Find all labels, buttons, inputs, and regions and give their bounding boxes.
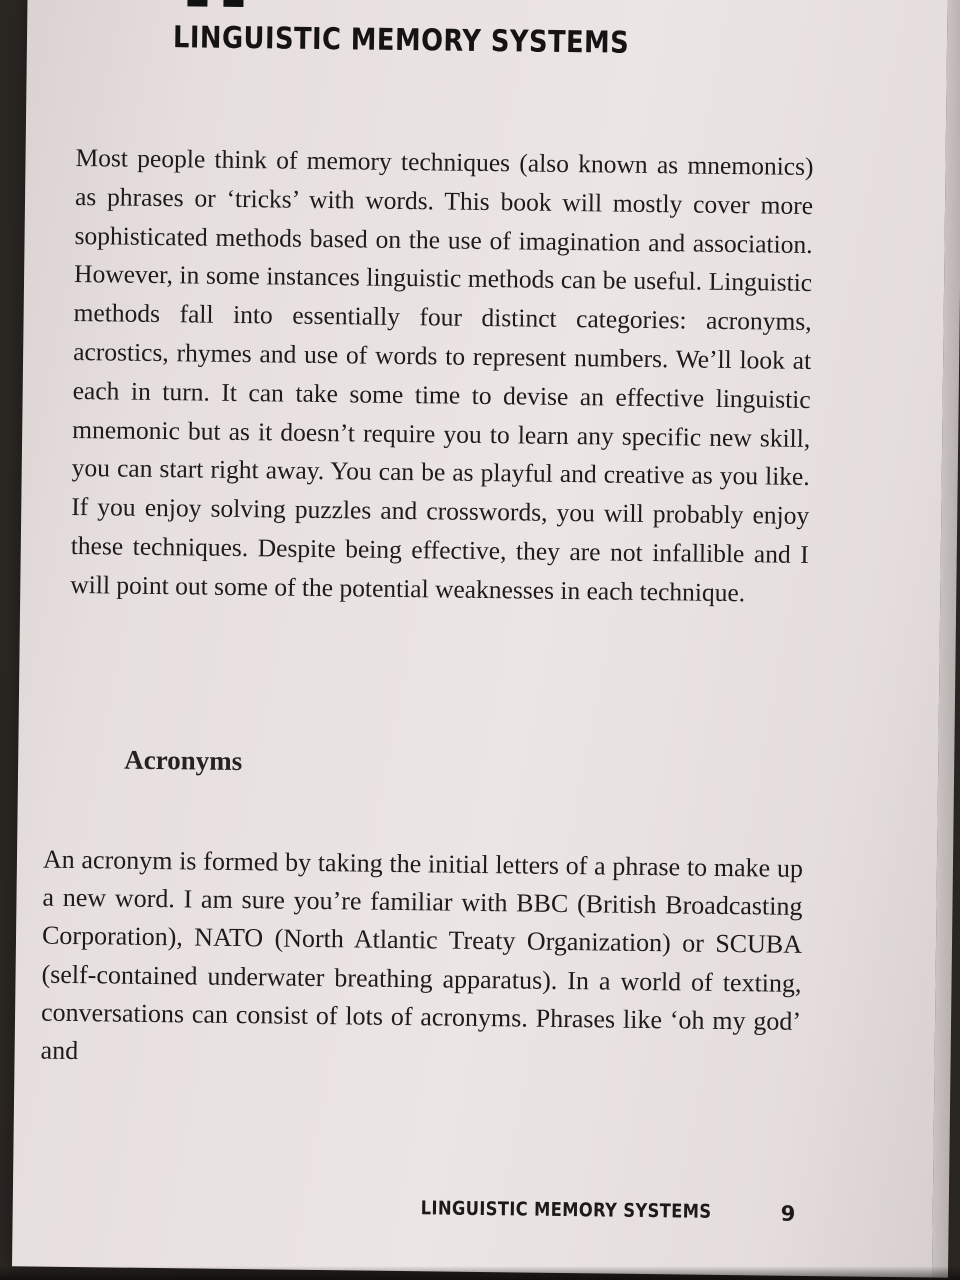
section-heading-acronyms: Acronyms — [124, 744, 243, 777]
page-number: 9 — [780, 1201, 796, 1226]
bottom-shadow — [0, 1266, 960, 1280]
page-edge — [932, 0, 960, 1278]
intro-paragraph: Most people think of memory techniques (also known as mnemonics) as phrases or ‘tricks’ with words. This book will mostly cover more sophisticated methods based on the use of imagination and association. However, in some instances linguistic methods can be useful. Linguistic methods fall into essentially four distinct categories: acronyms, acrostics, rhymes and use of words to represent numbers. We’ll look at each in turn. It can take some time to devise an effective linguistic mnemonic but as it doesn’t require you to learn any specific new skill, you can start right away. You can be as playful and creative as you like. If you enjoy solving puzzles and crosswords, you will probably enjoy these techniques. Despite being effective, they are not infallible and I will point out some of the potential weaknesses in each technique. — [70, 142, 814, 607]
book-page — [12, 0, 948, 1278]
chapter-number-fragment — [223, 0, 243, 7]
chapter-number-fragment — [187, 0, 207, 7]
acronyms-paragraph: An acronym is formed by taking the initial letters of a phrase to make up a new word. I am sure you’re familiar with BBC (British Broadcasting Corporation), NATO (North Atlantic Treaty Organization) or SCUBA (self-contained underwater breathing apparatus). In a world of texting, conversations can consist of lots of acronyms. Phrases like ‘oh my god’ and — [40, 844, 804, 1066]
running-footer-title: LINGUISTIC MEMORY SYSTEMS — [420, 1197, 712, 1223]
chapter-title: LINGUISTIC MEMORY SYSTEMS — [172, 20, 630, 61]
